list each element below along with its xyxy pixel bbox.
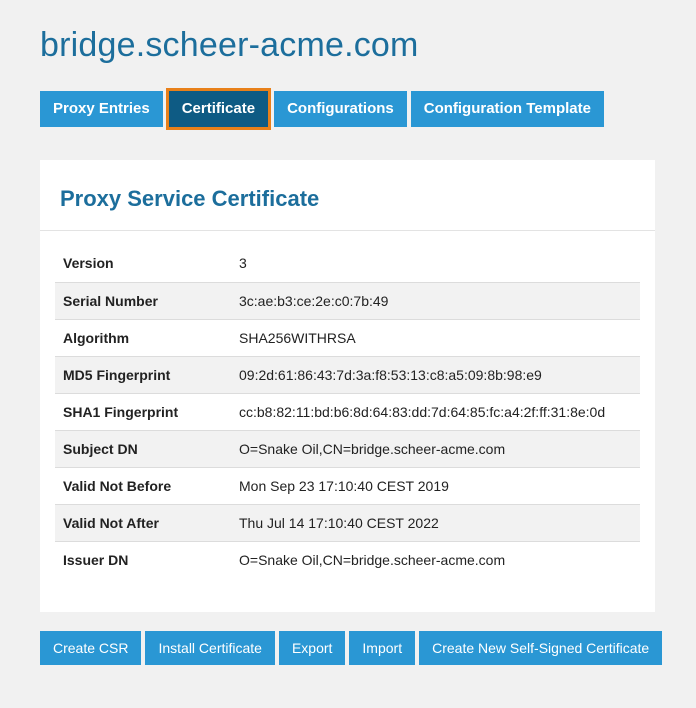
table-row-md5-fingerprint (55, 356, 640, 393)
tab-proxy-entries[interactable]: Proxy Entries (40, 91, 163, 127)
table-row-algorithm (55, 319, 640, 356)
tab-bar (40, 91, 604, 127)
panel-title: Proxy Service Certificate (60, 186, 320, 211)
table-row-issuer-dn (55, 541, 640, 578)
table-row-valid-not-before (55, 467, 640, 504)
table-row-subject-dn (55, 430, 640, 467)
certificate-details-table (55, 245, 640, 578)
table-row-sha1-fingerprint (55, 393, 640, 430)
row-key: Valid Not Before (55, 467, 231, 504)
row-value: Thu Jul 14 17:10:40 CEST 2022 (231, 504, 640, 541)
row-key: Algorithm (55, 319, 231, 356)
row-value: 3c:ae:b3:ce:2e:c0:7b:49 (231, 282, 640, 319)
panel-divider (40, 230, 655, 231)
row-value: cc:b8:82:11:bd:b6:8d:64:83:dd:7d:64:85:fc:a4:2f:ff:31:8e:0d (231, 393, 640, 430)
table-row-valid-not-after (55, 504, 640, 541)
row-key: MD5 Fingerprint (55, 356, 231, 393)
row-value: O=Snake Oil,CN=bridge.scheer-acme.com (231, 430, 640, 467)
row-value: Mon Sep 23 17:10:40 CEST 2019 (231, 467, 640, 504)
row-value: 09:2d:61:86:43:7d:3a:f8:53:13:c8:a5:09:8b:98:e9 (231, 356, 640, 393)
action-bar (40, 631, 662, 665)
certificate-panel (40, 160, 655, 612)
row-key: Version (63, 255, 114, 272)
table-row-serial-number (55, 282, 640, 319)
row-value: 3 (239, 255, 247, 272)
row-value: O=Snake Oil,CN=bridge.scheer-acme.com (231, 541, 640, 578)
tab-certificate[interactable]: Certificate (169, 91, 268, 127)
tab-configuration-template[interactable]: Configuration Template (411, 91, 604, 127)
table-row-version (55, 245, 640, 282)
import-button[interactable]: Import (349, 631, 415, 665)
row-key: Issuer DN (55, 541, 231, 578)
install-certificate-button[interactable]: Install Certificate (145, 631, 274, 665)
row-key: Subject DN (55, 430, 231, 467)
row-key: SHA1 Fingerprint (55, 393, 231, 430)
page-title: bridge.scheer-acme.com (40, 26, 419, 64)
create-self-signed-certificate-button[interactable]: Create New Self-Signed Certificate (419, 631, 662, 665)
export-button[interactable]: Export (279, 631, 345, 665)
row-key: Valid Not After (55, 504, 231, 541)
create-csr-button[interactable]: Create CSR (40, 631, 141, 665)
row-value: SHA256WITHRSA (231, 319, 640, 356)
row-key: Serial Number (55, 282, 231, 319)
tab-configurations[interactable]: Configurations (274, 91, 407, 127)
